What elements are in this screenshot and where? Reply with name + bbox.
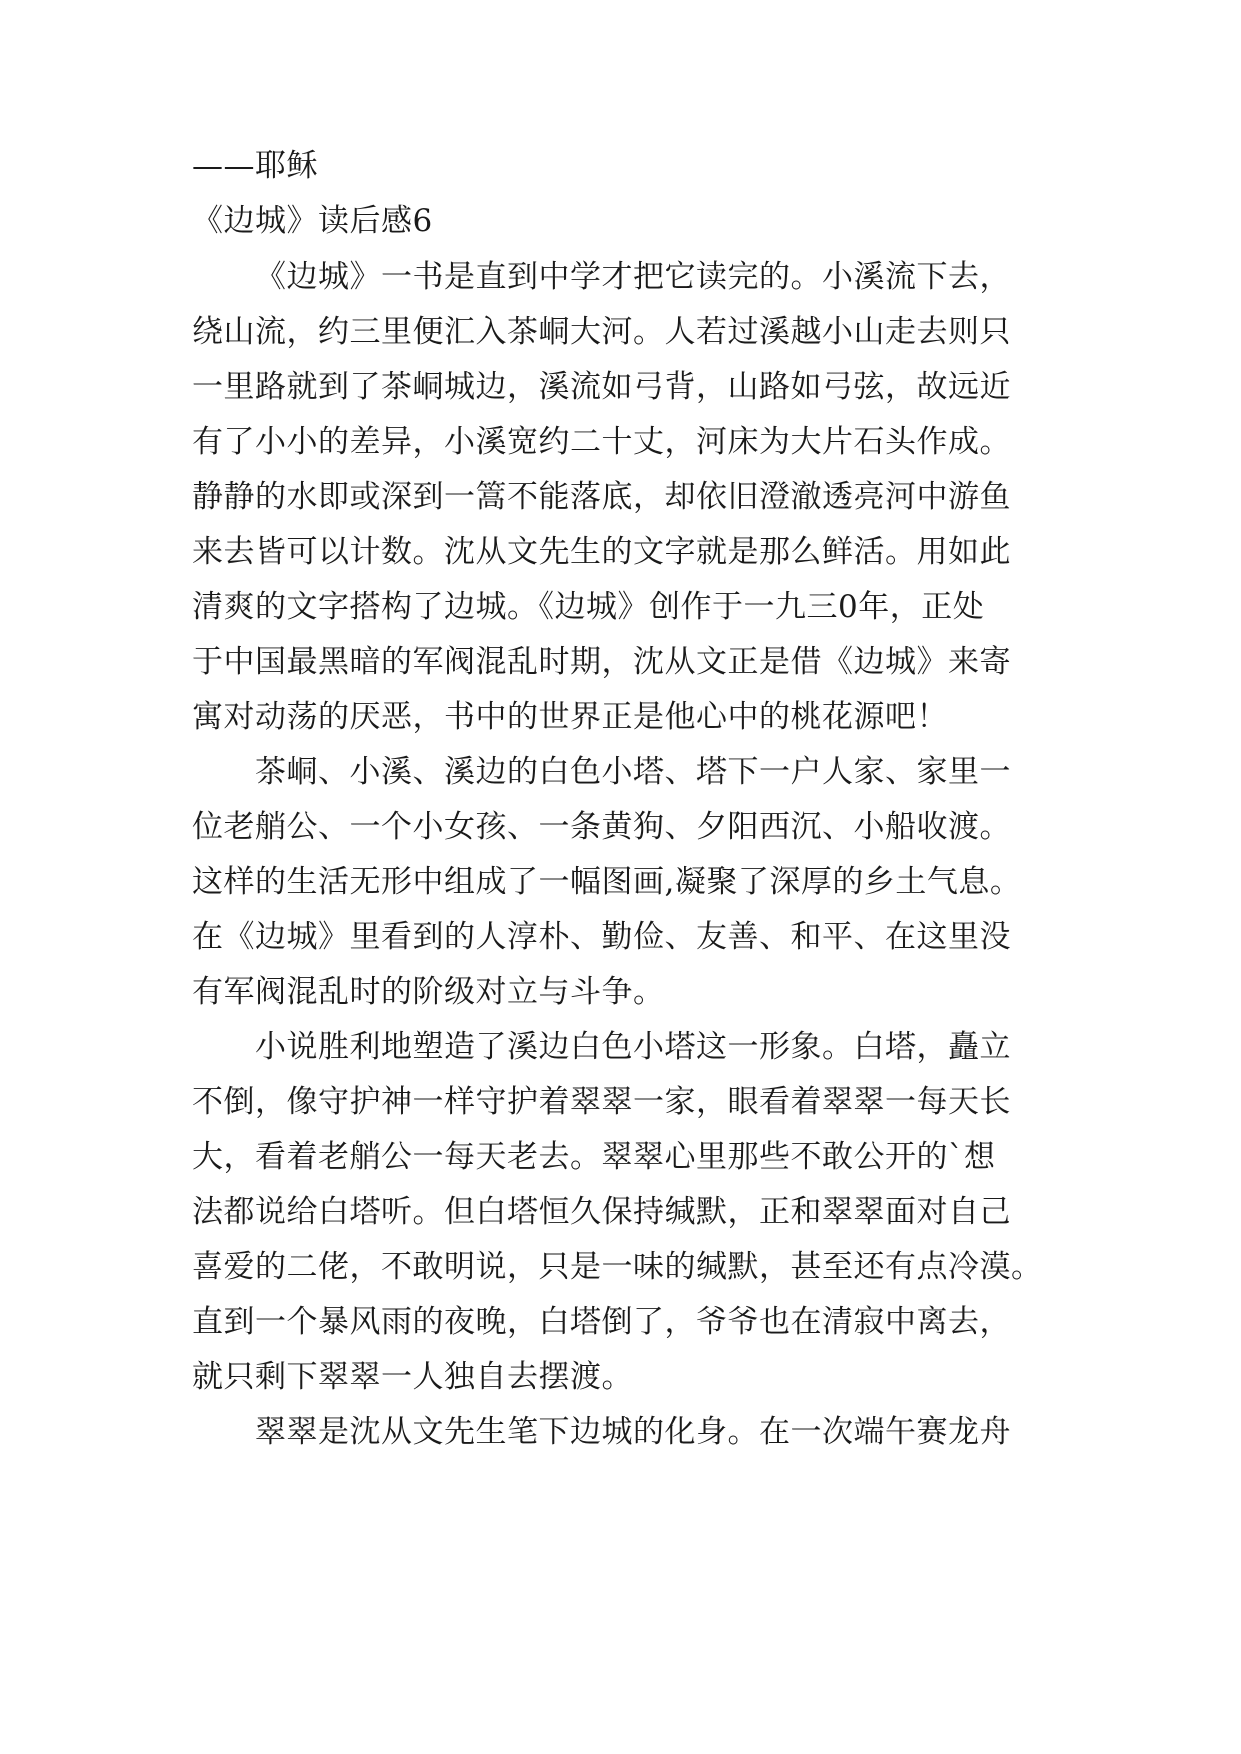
paragraph-3-line-1: 小说胜利地塑造了溪边白色小塔这一形象。白塔，矗立 xyxy=(255,1029,1011,1065)
attribution-line: ——耶稣 xyxy=(192,148,318,184)
paragraph-3-line-4: 法都说给白塔听。但白塔恒久保持缄默，正和翠翠面对自己 xyxy=(192,1194,1011,1230)
paragraph-2-line-3: 这样的生活无形中组成了一幅图画,凝聚了深厚的乡土气息。 xyxy=(192,864,1022,900)
paragraph-3-line-2: 不倒，像守护神一样守护着翠翠一家，眼看着翠翠一每天长 xyxy=(192,1084,1011,1120)
paragraph-4-line-1: 翠翠是沈从文先生笔下边城的化身。在一次端午赛龙舟 xyxy=(255,1414,1011,1450)
paragraph-1-line-7: 清爽的文字搭构了边城。《边城》创作于一九三0年，正处 xyxy=(192,589,985,625)
paragraph-3-line-3: 大，看着老艄公一每天老去。翠翠心里那些不敢公开的`想 xyxy=(192,1139,996,1175)
paragraph-2-line-4: 在《边城》里看到的人淳朴、勤俭、友善、和平、在这里没 xyxy=(192,919,1011,955)
paragraph-3-line-7: 就只剩下翠翠一人独自去摆渡。 xyxy=(192,1359,633,1395)
paragraph-1-line-1: 《边城》一书是直到中学才把它读完的。小溪流下去， xyxy=(255,259,1011,295)
paragraph-1-line-8: 于中国最黑暗的军阀混乱时期，沈从文正是借《边城》来寄 xyxy=(192,644,1011,680)
paragraph-2-line-2: 位老艄公、一个小女孩、一条黄狗、夕阳西沉、小船收渡。 xyxy=(192,809,1011,845)
paragraph-2-line-5: 有军阀混乱时的阶级对立与斗争。 xyxy=(192,974,665,1010)
paragraph-2-line-1: 茶峒、小溪、溪边的白色小塔、塔下一户人家、家里一 xyxy=(255,754,1011,790)
essay-title: 《边城》读后感6 xyxy=(192,203,433,239)
paragraph-3-line-6: 直到一个暴风雨的夜晚，白塔倒了，爷爷也在清寂中离去， xyxy=(192,1304,1011,1340)
paragraph-1-line-3: 一里路就到了茶峒城边，溪流如弓背，山路如弓弦，故远近 xyxy=(192,369,1011,405)
paragraph-3-line-5: 喜爱的二佬，不敢明说，只是一味的缄默，甚至还有点冷漠。 xyxy=(192,1249,1043,1285)
paragraph-1-line-6: 来去皆可以计数。沈从文先生的文字就是那么鲜活。用如此 xyxy=(192,534,1011,570)
paragraph-1-line-4: 有了小小的差异，小溪宽约二十丈，河床为大片石头作成。 xyxy=(192,424,1011,460)
paragraph-1-line-5: 静静的水即或深到一篙不能落底，却依旧澄澈透亮河中游鱼 xyxy=(192,479,1011,515)
paragraph-1-line-2: 绕山流，约三里便汇入茶峒大河。人若过溪越小山走去则只 xyxy=(192,314,1011,350)
paragraph-1-line-9: 寓对动荡的厌恶，书中的世界正是他心中的桃花源吧！ xyxy=(192,699,948,735)
